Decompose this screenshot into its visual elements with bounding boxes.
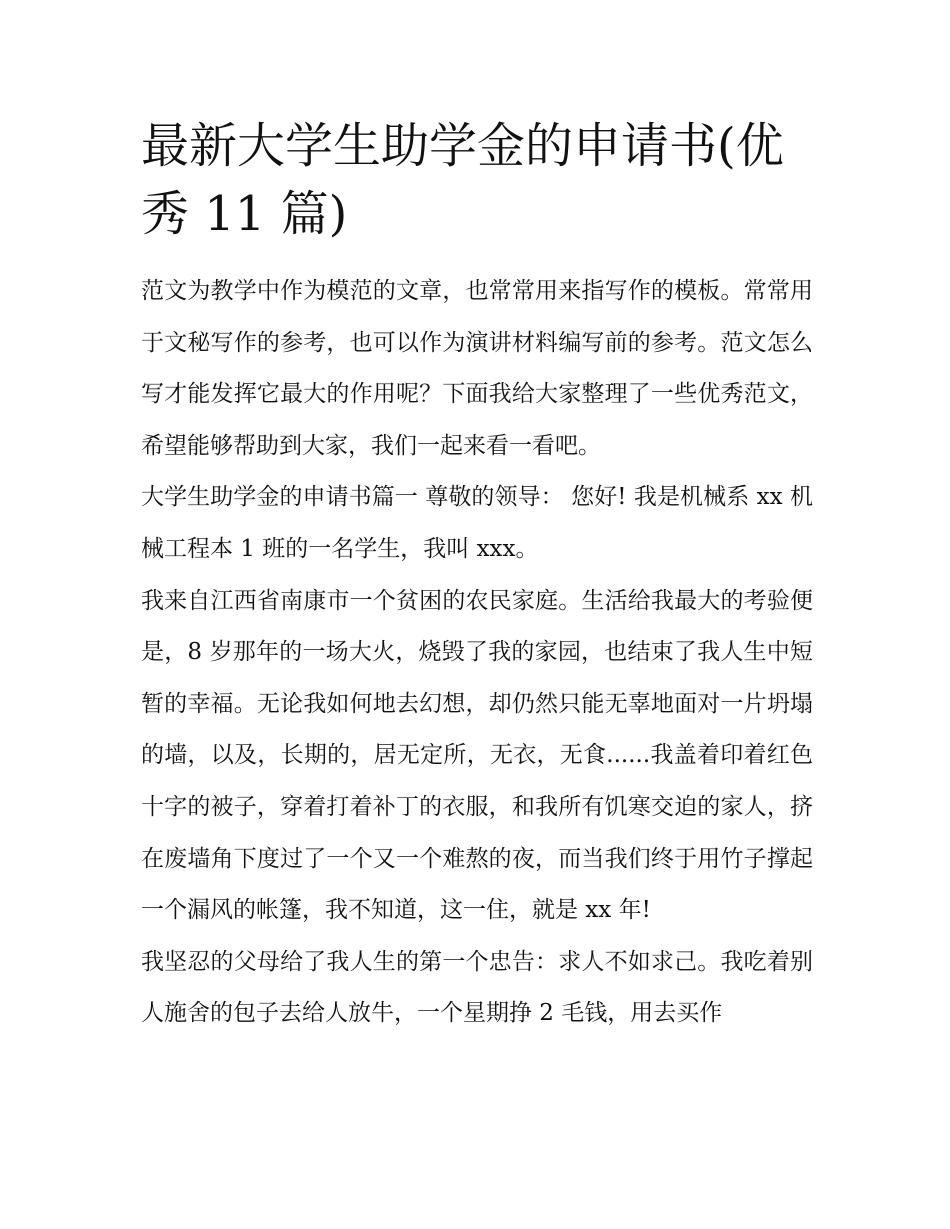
paragraph-intro: 范文为教学中作为模范的文章，也常常用来指写作的模板。常常用于文秘写作的参考，也可以作为演讲材料编写前的参考。范文怎么写才能发挥它最大的作用呢？下面我给大家整理了一些优秀范文，希望能够帮助到大家，我们一起来看一看吧。 — [141, 278, 813, 459]
paragraph-salutation: 大学生助学金的申请书篇一 尊敬的领导： 您好! 我是机械系 xx 机械工程本 1 班的一名学生，我叫 xxx。 — [141, 484, 813, 562]
paragraph-background: 我来自江西省南康市一个贫困的农民家庭。生活给我最大的考验便是，8 岁那年的一场大火，烧毁了我的家园，也结束了我人生中短暂的幸福。无论我如何地去幻想，却仍然只能无辜地面对一片坍塌的墙，以及，长期的，居无定所，无衣，无食......我盖着印着红色十字的被子，穿着打着补丁的衣服，和我所有饥寒交迫的家人，挤在废墙角下度过了一个又一个难熬的夜，而当我们终于用竹子撑起一个漏风的帐篷，我不知道，这一住，就是 xx 年! — [141, 587, 813, 924]
document-title: 最新大学生助学金的申请书(优秀 11 篇) — [141, 118, 784, 242]
document-body — [141, 266, 813, 1040]
document-page — [141, 112, 813, 1040]
paragraph-parents-advice: 我坚忍的父母给了我人生的第一个忠告：求人不如求己。我吃着别人施舍的包子去给人放牛，一个星期挣 2 毛钱，用去买作 — [141, 948, 813, 1027]
